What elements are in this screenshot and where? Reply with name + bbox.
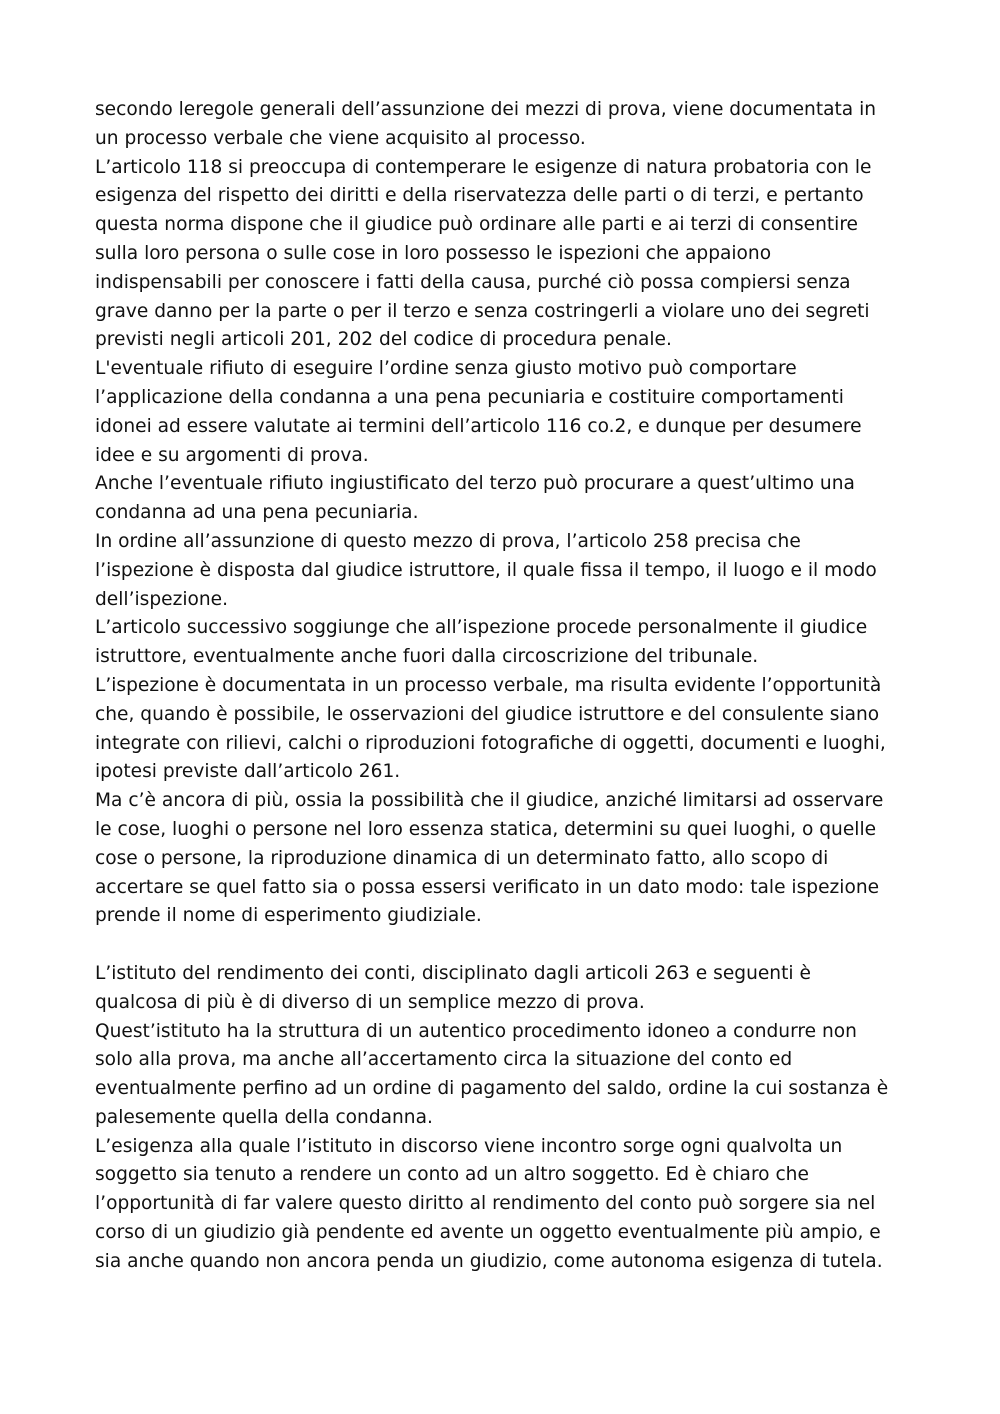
text-line: condanna ad una pena pecuniaria. xyxy=(95,502,419,524)
text-line: Anche l’eventuale rifiuto ingiustificato del terzo può procurare a quest’ultimo una xyxy=(95,473,855,495)
text-line: questa norma dispone che il giudice può ordinare alle parti e ai terzi di consentire xyxy=(95,214,858,236)
section-rendimento-conti xyxy=(95,960,910,1277)
text-line: L’istituto del rendimento dei conti, disciplinato dagli articoli 263 e seguenti è xyxy=(95,962,811,984)
text-line: secondo leregole generali dell’assunzione dei mezzi di prova, viene documentata in xyxy=(95,99,877,120)
text-line: qualcosa di più è di diverso di un semplice mezzo di prova. xyxy=(95,991,645,1013)
text-line: solo alla prova, ma anche all’accertamento circa la situazione del conto ed xyxy=(95,1049,793,1071)
text-line: esigenza del rispetto dei diritti e della riservatezza delle parti o di terzi, e pertanto xyxy=(95,185,864,207)
text-line: eventualmente perfino ad un ordine di pagamento del saldo, ordine la cui sostanza è xyxy=(95,1078,889,1100)
text-line: previsti negli articoli 201, 202 del codice di procedura penale. xyxy=(95,329,672,351)
text-line: sia anche quando non ancora penda un giudizio, come autonoma esigenza di tutela. xyxy=(95,1250,883,1272)
section-ispezione xyxy=(95,96,910,931)
text-line: palesemente quella della condanna. xyxy=(95,1106,433,1128)
text-line: prende il nome di esperimento giudiziale. xyxy=(95,905,482,927)
text-line: L'eventuale rifiuto di eseguire l’ordine senza giusto motivo può comportare xyxy=(95,358,797,380)
text-line: Quest’istituto ha la struttura di un autentico procedimento idoneo a condurre non xyxy=(95,1020,857,1042)
paragraph-gap xyxy=(95,931,910,960)
text-line: l’opportunità di far valere questo diritto al rendimento del conto può sorgere sia nel xyxy=(95,1193,876,1215)
text-line: sulla loro persona o sulle cose in loro possesso le ispezioni che appaiono xyxy=(95,242,772,264)
text-line: le cose, luoghi o persone nel loro essenza statica, determini su quei luoghi, o quelle xyxy=(95,818,877,840)
text-line: L’articolo 118 si preoccupa di contemperare le esigenze di natura probatoria con le xyxy=(95,156,872,178)
document-page xyxy=(95,96,910,1277)
text-line: l’ispezione è disposta dal giudice istruttore, il quale fissa il tempo, il luogo e il modo xyxy=(95,559,877,581)
text-line: dell’ispezione. xyxy=(95,588,229,610)
text-line: Ma c’è ancora di più, ossia la possibilità che il giudice, anziché limitarsi ad osservare xyxy=(95,790,884,812)
text-line: corso di un giudizio già pendente ed avente un oggetto eventualmente più ampio, e xyxy=(95,1222,881,1244)
text-line: grave danno per la parte o per il terzo e senza costringerli a violare uno dei segreti xyxy=(95,300,870,322)
text-line: In ordine all’assunzione di questo mezzo di prova, l’articolo 258 precisa che xyxy=(95,530,801,552)
text-line: un processo verbale che viene acquisito al processo. xyxy=(95,127,586,149)
text-line: accertare se quel fatto sia o possa essersi verificato in un dato modo: tale ispezione xyxy=(95,876,880,898)
text-line: istruttore, eventualmente anche fuori dalla circoscrizione del tribunale. xyxy=(95,646,759,668)
text-line: soggetto sia tenuto a rendere un conto ad un altro soggetto. Ed è chiaro che xyxy=(95,1164,809,1186)
text-line: l’applicazione della condanna a una pena pecuniaria e costituire comportamenti xyxy=(95,386,844,408)
text-line: idee e su argomenti di prova. xyxy=(95,444,369,466)
text-line: che, quando è possibile, le osservazioni del giudice istruttore e del consulente siano xyxy=(95,703,880,725)
text-line: idonei ad essere valutate ai termini dell’articolo 116 co.2, e dunque per desumere xyxy=(95,415,862,437)
text-line: L’esigenza alla quale l’istituto in discorso viene incontro sorge ogni qualvolta un xyxy=(95,1135,843,1157)
text-line: integrate con rilievi, calchi o riproduzioni fotografiche di oggetti, documenti e luoghi, xyxy=(95,732,886,754)
text-line: L’articolo successivo soggiunge che all’ispezione procede personalmente il giudice xyxy=(95,617,868,639)
text-line: ipotesi previste dall’articolo 261. xyxy=(95,761,401,783)
text-line: cose o persone, la riproduzione dinamica di un determinato fatto, allo scopo di xyxy=(95,847,829,869)
text-line: indispensabili per conoscere i fatti della causa, purché ciò possa compiersi senza xyxy=(95,271,851,293)
text-line: L’ispezione è documentata in un processo verbale, ma risulta evidente l’opportunità xyxy=(95,674,882,696)
